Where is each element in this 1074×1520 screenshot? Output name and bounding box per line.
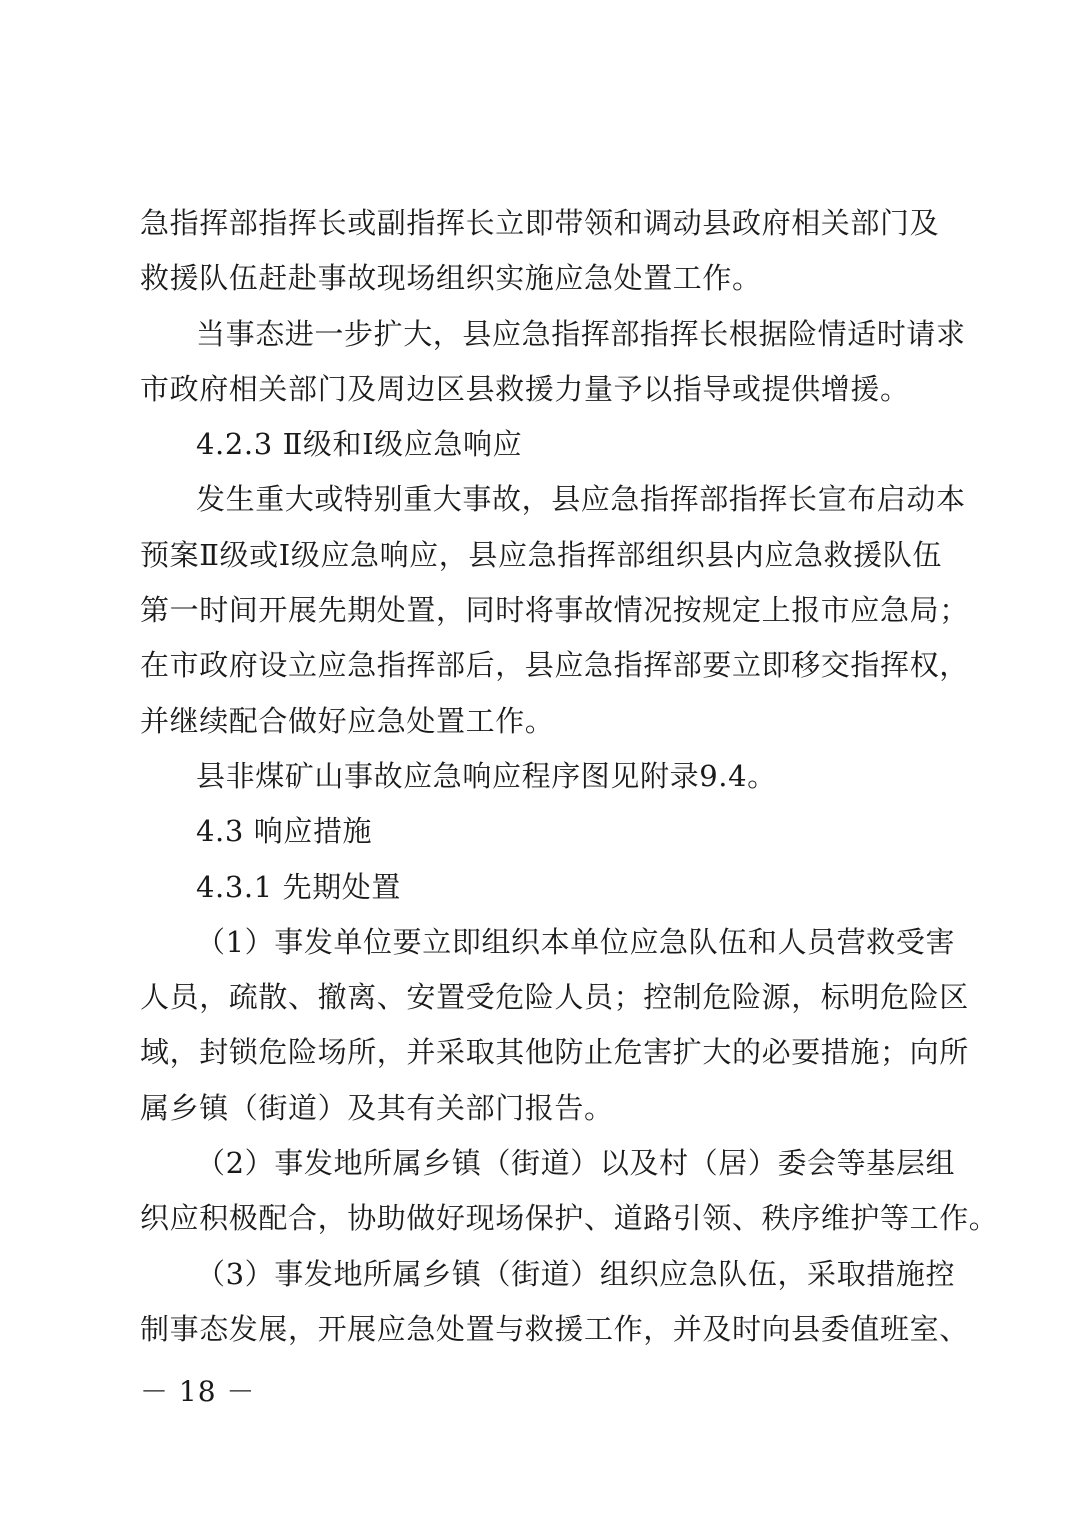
- text-line-2: 救援队伍赶赴事故现场组织实施应急处置工作。: [140, 261, 762, 296]
- text-line-11: 县非煤矿山事故应急响应程序图见附录9.4。: [196, 758, 777, 793]
- section-heading-4-3: 4.3 响应措施: [196, 814, 373, 849]
- text-line-16: 域，封锁危险场所，并采取其他防止危害扩大的必要措施；向所: [140, 1035, 969, 1070]
- text-line-19: 织应积极配合，协助做好现场保护、道路引领、秩序维护等工作。: [140, 1201, 999, 1236]
- text-line-6: 发生重大或特别重大事故，县应急指挥部指挥长宣布启动本: [196, 482, 966, 517]
- text-line-21: 制事态发展，开展应急处置与救援工作，并及时向县委值班室、: [140, 1311, 969, 1346]
- text-line-1: 急指挥部指挥长或副指挥长立即带领和调动县政府相关部门及: [140, 206, 940, 240]
- section-heading-4-2-3: 4.2.3 Ⅱ级和Ⅰ级应急响应: [196, 427, 523, 462]
- text-line-8: 第一时间开展先期处置，同时将事故情况按规定上报市应急局；: [140, 593, 969, 628]
- text-line-20: （3）事发地所属乡镇（街道）组织应急队伍，采取措施控: [196, 1256, 956, 1291]
- text-line-7: 预案Ⅱ级或Ⅰ级应急响应，县应急指挥部组织县内应急救援队伍: [140, 537, 942, 572]
- text-line-15: 人员，疏散、撤离、安置受危险人员；控制危险源，标明危险区: [140, 980, 969, 1015]
- page-number: － 18 －: [140, 1375, 256, 1408]
- text-line-17: 属乡镇（街道）及其有关部门报告。: [140, 1090, 614, 1125]
- text-line-9: 在市政府设立应急指挥部后，县应急指挥部要立即移交指挥权，: [140, 648, 969, 683]
- section-heading-4-3-1: 4.3.1 先期处置: [196, 869, 402, 904]
- text-line-10: 并继续配合做好应急处置工作。: [140, 703, 555, 738]
- text-line-4: 市政府相关部门及周边区县救援力量予以指导或提供增援。: [140, 371, 910, 406]
- text-line-14: （1）事发单位要立即组织本单位应急队伍和人员营救受害: [196, 924, 956, 959]
- body-text: [140, 196, 999, 1357]
- text-line-3: 当事态进一步扩大，县应急指挥部指挥长根据险情适时请求: [196, 316, 966, 351]
- text-line-18: （2）事发地所属乡镇（街道）以及村（居）委会等基层组: [196, 1146, 956, 1181]
